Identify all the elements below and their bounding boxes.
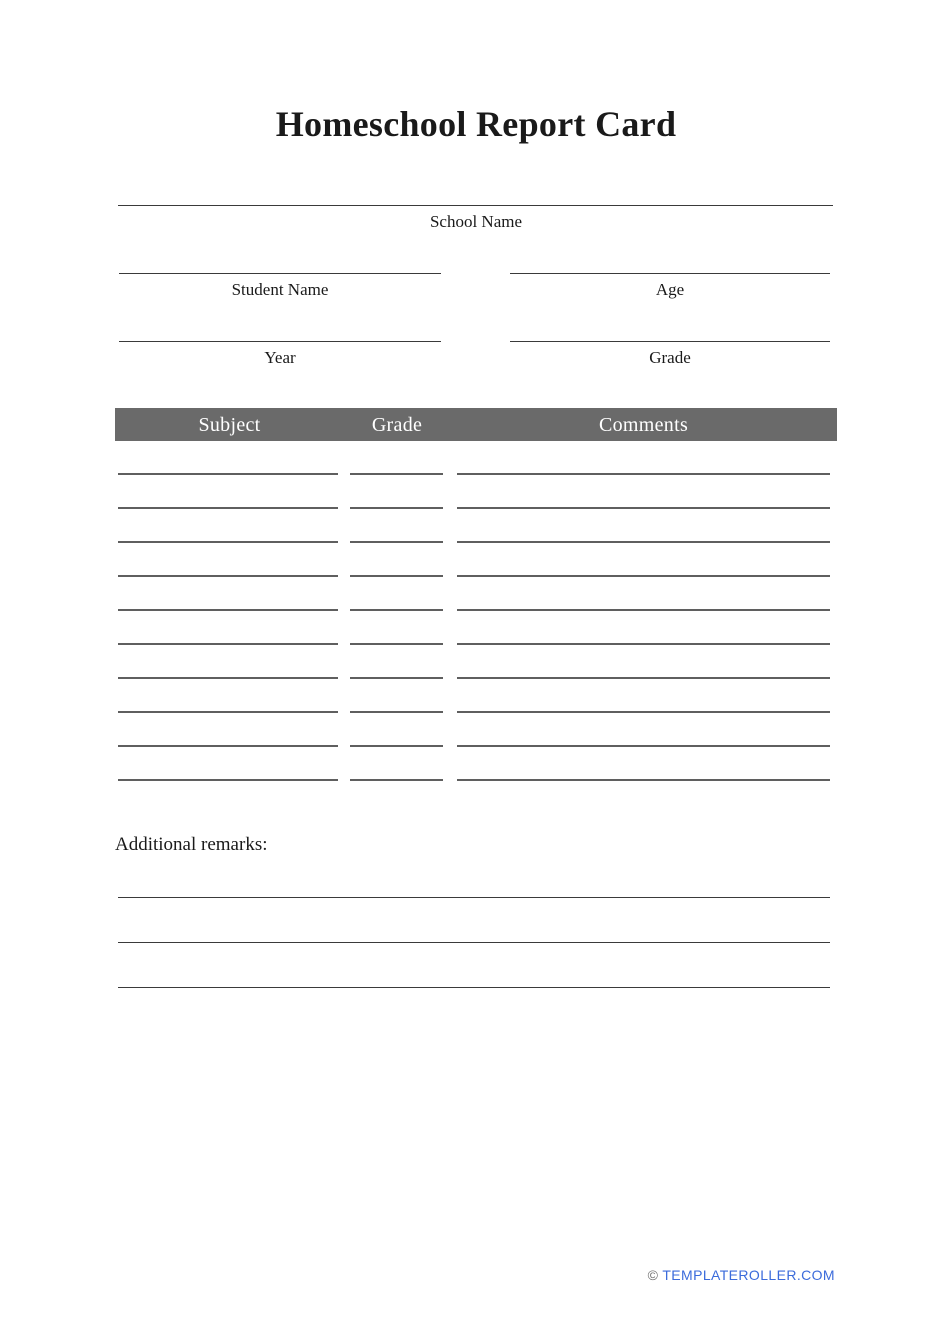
age-field (510, 273, 830, 300)
table-cell-comments (450, 643, 837, 645)
row-comments-line (457, 643, 830, 645)
row-grade-line (350, 575, 443, 577)
table-row (115, 543, 837, 577)
table-cell-comments (450, 779, 837, 781)
row-subject-line (118, 779, 338, 781)
table-cell-subject (115, 643, 344, 645)
table-cell-grade (344, 779, 450, 781)
row-grade-line (350, 541, 443, 543)
table-cell-grade (344, 745, 450, 747)
row-grade-line (350, 507, 443, 509)
year-line (119, 341, 441, 342)
table-cell-comments (450, 711, 837, 713)
row-subject-line (118, 609, 338, 611)
table-cell-grade (344, 711, 450, 713)
age-line (510, 273, 830, 274)
table-cell-comments (450, 677, 837, 679)
table-cell-grade (344, 643, 450, 645)
table-row (115, 441, 837, 475)
grade-field-line (510, 341, 830, 342)
student-age-row (115, 273, 837, 300)
table-cell-comments (450, 745, 837, 747)
table-cell-grade (344, 473, 450, 475)
table-cell-subject (115, 541, 344, 543)
row-subject-line (118, 473, 338, 475)
row-subject-line (118, 541, 338, 543)
table-cell-grade (344, 609, 450, 611)
table-cell-subject (115, 711, 344, 713)
table-cell-comments (450, 541, 837, 543)
table-row (115, 679, 837, 713)
age-label: Age (655, 279, 685, 299)
row-grade-line (350, 643, 443, 645)
student-name-field (119, 273, 441, 300)
row-comments-line (457, 711, 830, 713)
remarks-line (118, 987, 830, 988)
row-subject-line (118, 677, 338, 679)
copyright-symbol: © (647, 1267, 659, 1283)
table-row (115, 475, 837, 509)
school-name-line (118, 205, 833, 206)
table-header (115, 408, 837, 441)
table-row (115, 645, 837, 679)
remarks-label: Additional remarks: (115, 834, 268, 856)
footer (648, 1267, 835, 1283)
header-cell-subject: Subject (198, 413, 261, 436)
table-cell-subject (115, 575, 344, 577)
table-cell-subject (115, 609, 344, 611)
row-comments-line (457, 507, 830, 509)
table-cell-comments (450, 507, 837, 509)
subjects-table (115, 408, 837, 781)
header-cell-grade: Grade (371, 413, 423, 436)
table-cell-comments (450, 609, 837, 611)
row-comments-line (457, 745, 830, 747)
row-comments-line (457, 541, 830, 543)
year-label: Year (264, 347, 296, 367)
row-subject-line (118, 507, 338, 509)
school-name-label: School Name (429, 212, 523, 232)
student-name-line (119, 273, 441, 274)
page-content (115, 103, 837, 988)
remarks-line (118, 897, 830, 898)
row-comments-line (457, 677, 830, 679)
table-row (115, 577, 837, 611)
table-cell-grade (344, 541, 450, 543)
row-grade-line (350, 677, 443, 679)
row-comments-line (457, 609, 830, 611)
student-name-label: Student Name (231, 279, 329, 299)
table-row (115, 509, 837, 543)
row-grade-line (350, 473, 443, 475)
year-grade-row (115, 341, 837, 368)
table-cell-subject (115, 473, 344, 475)
remarks-line (118, 942, 830, 943)
table-cell-subject (115, 507, 344, 509)
table-row (115, 713, 837, 747)
row-comments-line (457, 575, 830, 577)
page-title: Homeschool Report Card (275, 104, 677, 144)
row-subject-line (118, 643, 338, 645)
row-subject-line (118, 745, 338, 747)
table-cell-comments (450, 473, 837, 475)
table-cell-subject (115, 745, 344, 747)
table-body (115, 441, 837, 781)
table-cell-comments (450, 575, 837, 577)
row-subject-line (118, 575, 338, 577)
table-cell-subject (115, 779, 344, 781)
grade-field (510, 341, 830, 368)
row-comments-line (457, 473, 830, 475)
table-cell-subject (115, 677, 344, 679)
table-cell-grade (344, 677, 450, 679)
row-subject-line (118, 711, 338, 713)
grade-label: Grade (649, 347, 691, 367)
year-field (119, 341, 441, 368)
remarks-lines (115, 897, 837, 988)
templateroller-link[interactable]: TEMPLATEROLLER.COM (662, 1267, 835, 1283)
row-grade-line (350, 711, 443, 713)
table-cell-grade (344, 507, 450, 509)
row-grade-line (350, 779, 443, 781)
table-cell-grade (344, 575, 450, 577)
row-comments-line (457, 779, 830, 781)
row-grade-line (350, 609, 443, 611)
table-row (115, 747, 837, 781)
header-cell-comments: Comments (598, 413, 689, 436)
row-grade-line (350, 745, 443, 747)
table-row (115, 611, 837, 645)
